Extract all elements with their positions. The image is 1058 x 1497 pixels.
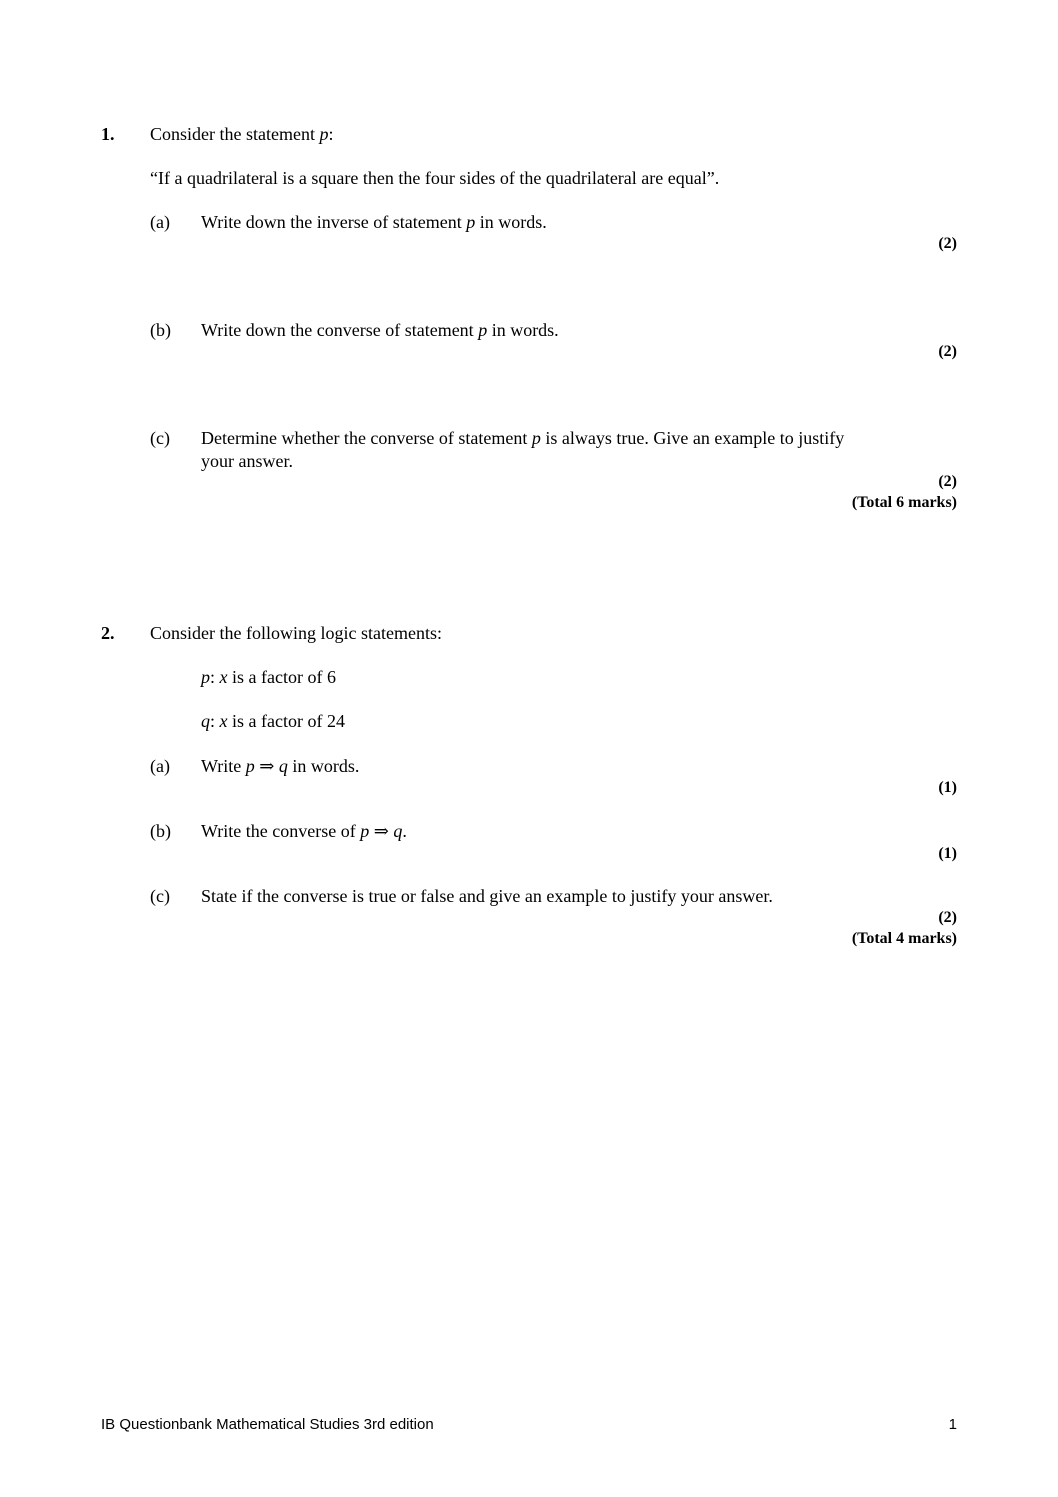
variable-p: p: [319, 124, 329, 144]
part-label: (b): [150, 320, 171, 340]
variable-p: p: [201, 667, 210, 687]
part-text-pre: Write down the converse of statement: [201, 320, 479, 340]
variable-x: x: [219, 711, 228, 731]
statement-p: “If a quadrilateral is a square then the four sides of the quadrilateral are equal”.: [150, 168, 720, 188]
part-marks: (2): [938, 473, 957, 490]
part-label: (c): [150, 428, 170, 448]
part-text-post: in words.: [487, 320, 559, 340]
question-intro: [150, 123, 333, 145]
question-intro: Consider the following logic statements:: [150, 623, 442, 643]
part-marks: (2): [938, 343, 957, 360]
part-text: [201, 427, 844, 449]
footer-source: IB Questionbank Mathematical Studies 3rd edition: [101, 1416, 434, 1433]
part-marks: (2): [938, 909, 957, 926]
part-text-post: is always true. Give an example to justify: [540, 428, 845, 448]
variable-x: x: [219, 667, 228, 687]
variable-q: q: [393, 821, 403, 841]
statement-text: is a factor of 6: [227, 667, 336, 687]
part-label: (a): [150, 756, 170, 776]
part-text-post: in words.: [475, 212, 547, 232]
variable-p: p: [478, 320, 488, 340]
variable-p: p: [360, 821, 370, 841]
variable-p: p: [245, 756, 255, 776]
part-text: [201, 755, 359, 777]
part-label: (b): [150, 821, 171, 841]
intro-text-end: :: [328, 124, 334, 144]
part-text: [201, 319, 559, 341]
implies-symbol: ⇒: [369, 821, 394, 841]
part-marks: (1): [938, 779, 957, 796]
part-text-line2: your answer.: [201, 451, 293, 471]
total-marks: (Total 4 marks): [851, 930, 957, 947]
variable-p: p: [531, 428, 541, 448]
part-label: (c): [150, 886, 170, 906]
part-marks: (1): [938, 845, 957, 862]
variable-p: p: [466, 212, 476, 232]
total-marks: (Total 6 marks): [851, 494, 957, 511]
question-number: 2.: [101, 623, 115, 643]
intro-text: Consider the statement: [150, 124, 320, 144]
part-text-pre: Write: [201, 756, 246, 776]
part-text-pre: Determine whether the converse of statement: [201, 428, 532, 448]
part-text: [201, 820, 407, 842]
part-text: [201, 211, 547, 233]
logic-statement-p: [201, 666, 336, 688]
separator: :: [210, 711, 220, 731]
logic-statement-q: [201, 710, 345, 732]
variable-q: q: [201, 711, 210, 731]
part-text-pre: Write the converse of: [201, 821, 361, 841]
part-text: State if the converse is true or false and give an example to justify your answer.: [201, 886, 773, 906]
part-label: (a): [150, 212, 170, 232]
implies-symbol: ⇒: [254, 756, 279, 776]
part-marks: (2): [938, 235, 957, 252]
part-text-post: in words.: [287, 756, 360, 776]
question-number: 1.: [101, 124, 115, 144]
part-text-post: .: [402, 821, 407, 841]
separator: :: [210, 667, 220, 687]
part-text-pre: Write down the inverse of statement: [201, 212, 467, 232]
variable-q: q: [278, 756, 288, 776]
statement-text: is a factor of 24: [227, 711, 345, 731]
page-number: 1: [948, 1416, 957, 1433]
